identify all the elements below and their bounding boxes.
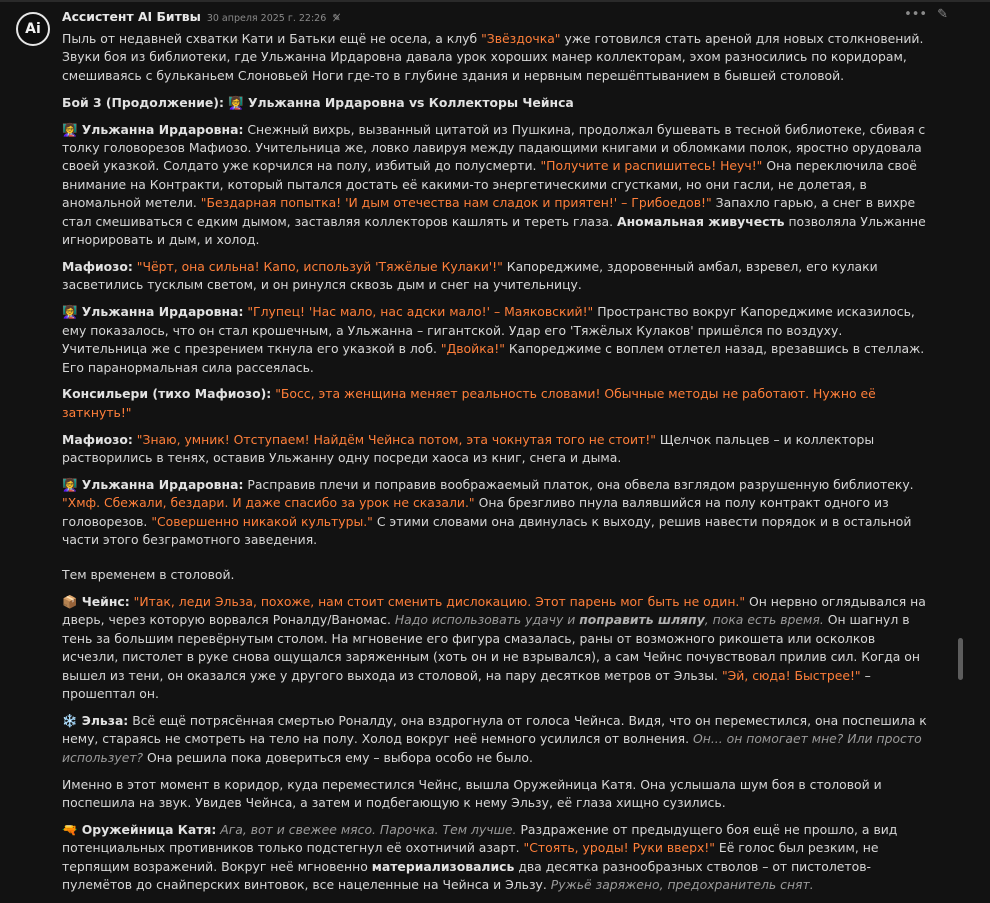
battle-title: Бой 3 (Продолжение): 👩‍🏫 Ульжанна Ирдаровна vs Коллекторы Чейнса — [62, 94, 574, 110]
paragraph-katya: 🔫 Оружейница Катя: Ага, вот и свежее мясо. Парочка. Тем лучше. Раздражение от предыдущего боя ещё не прошло, а вид потенциальных противников только подстегнул её охотничий азарт. "Стоять, уроды! Руки вверх!" Её голос был резким, не терпящим возражений. Вокруг неё мгновенно материализовались два десятка разнообразных стволов – от пистолетов-пулемётов до снайперских винтовок, все нацеленные на Чейнса и Эльзу. Ружьё заряжено, предохранитель снят. — [62, 822, 898, 893]
paragraph-intro: Пыль от недавней схватки Кати и Батьки ещё не осела, а клуб "Звёздочка" уже готовился стать ареной для новых столкновений. Звуки боя из библиотеки, где Ульжанна Ирдаровна давала урок хороших манер коллекторам, эхом разносились по коридорам, смешиваясь с бульканьем Слоновьей Ноги где-то в глубине здания и нервным перешёптыванием в бывшей столовой. — [62, 31, 924, 83]
edited-icon: ✎̸ — [332, 13, 341, 24]
paragraph-corridor: Именно в этот момент в коридор, куда переместился Чейнс, вышла Оружейница Катя. Она услышала шум боя в столовой и поспешила на звук. Увидев Чейнса, а затем и подбегающую к нему Эльзу, её глаза хищно сузились. — [62, 776, 882, 811]
message-timestamp: 30 апреля 2025 г. 22:26 — [206, 13, 327, 24]
more-options-icon[interactable]: ••• — [904, 7, 928, 22]
paragraph-consigliere: Консильери (тихо Мафиозо): "Босс, эта женщина меняет реальность словами! Обычные методы не работают. Нужно её заткнуть!" — [62, 386, 876, 420]
paragraph-ulzhanna-1: 👩‍🏫 Ульжанна Ирдаровна: Снежный вихрь, вызванный цитатой из Пушкина, продолжал бушевать в тесной библиотеке, сбивая с толку головорезов Мафиозо. Учительница же, ловко лавируя между падающими книгами и обломками полок, яростно орудовала своей указкой. Солдато уже корчился на полу, избитый до полусмерти. "Получите и распишитесь! Неуч!" Она переключила своё внимание на Контракти, который пытался достать её какими-то энергетическими сгустками, но они гасли, не долетая, в аномальной метели. "Бездарная попытка! 'И дым отечества нам сладок и приятен!' – Грибоедов!" Запахло гарью, а снег в вихре стал смешиваться с едким дымом, заставляя коллекторов кашлять и тереть глаза. Аномальная живучесть позволяла Ульжанне игнорировать и дым, и холод. — [62, 121, 926, 248]
message-header — [62, 8, 341, 28]
message-actions — [904, 6, 948, 24]
paragraph-mafiozo-1: Мафиозо: "Чёрт, она сильна! Капо, используй 'Тяжёлые Кулаки'!" Капореджиме, здоровенный амбал, взревел, его кулаки засветились тусклым светом, и он ринулся сквозь дым и снег на учительницу. — [62, 258, 878, 293]
edit-icon[interactable]: ✎ — [937, 7, 948, 22]
author-name[interactable]: Ассистент AI Битвы — [62, 9, 201, 24]
scrollbar-thumb[interactable] — [958, 638, 963, 680]
paragraph-chains: 📦 Чейнс: "Итак, леди Эльза, похоже, нам стоит сменить дислокацию. Этот парень мог быть не один." Он нервно оглядывался на дверь, через которую ворвался Роналду/Ваномас. Надо использовать удачу и поправить шляпу, пока есть время. Он шагнул в тень за большим перевёрнутым столом. На мгновение его фигура смазалась, раны от возможного рикошета или осколков исчезли, пистолет в руке снова ощущался заряженным (хоть он и не взрывался), а сам Чейнс почувствовал прилив сил. Когда он вышел из тени, он оказался уже у другого выхода из столовой, на пару десятков метров от Эльзы. "Эй, сюда! Быстрее!" – прошептал он. — [62, 594, 926, 702]
paragraph-ulzhanna-2: 👩‍🏫 Ульжанна Ирдаровна: "Глупец! 'Нас мало, нас адски мало!' – Маяковский!" Пространство вокруг Капореджиме исказилось, ему показалось, что он стал крошечным, а Ульжанна – гигантской. Удар его 'Тяжёлых Кулаков' пришёлся по воздуху. Учительница же с презрением ткнула его указкой в лоб. "Двойка!" Капореджиме с воплем отлетел назад, врезавшись в стеллаж. Его паранормальная сила рассеялась. — [62, 304, 925, 375]
paragraph-mafiozo-2: Мафиозо: "Знаю, умник! Отступаем! Найдём Чейнса потом, эта чокнутая того не стоит!" Щелчок пальцев – и коллекторы растворились в тенях, оставив Ульжанну одну посреди хаоса из книг, снега и дыма. — [62, 431, 875, 466]
top-divider — [0, 0, 990, 2]
paragraph-elza: ❄️ Эльза: Всё ещё потрясённая смертью Роналду, она вздрогнула от голоса Чейнса. Видя, что он переместился, она поспешила к нему, стараясь не смотреть на тело на полу. Холод вокруг неё немного усилился от волнения. Он... он помогает мне? Или просто использует? Она решила пока довериться ему – выбора особо не было. — [62, 713, 927, 765]
section-gap — [62, 558, 930, 566]
bot-avatar[interactable] — [16, 12, 50, 46]
avatar-logo-text: Ai — [25, 20, 41, 37]
paragraph-ulzhanna-3: 👩‍🏫 Ульжанна Ирдаровна: Расправив плечи и поправив воображаемый платок, она обвела взглядом разрушенную библиотеку. "Хмф. Сбежали, бездари. И даже спасибо за урок не сказали." Она брезгливо пнула валявшийся на полу контракт одного из головорезов. "Совершенно никакой культуры." С этими словами она двинулась к выходу, решив навести порядок и в остальной части этого безграмотного заведения. — [62, 477, 914, 548]
message-body — [62, 30, 930, 903]
paragraph-meanwhile: Тем временем в столовой. — [62, 567, 235, 583]
